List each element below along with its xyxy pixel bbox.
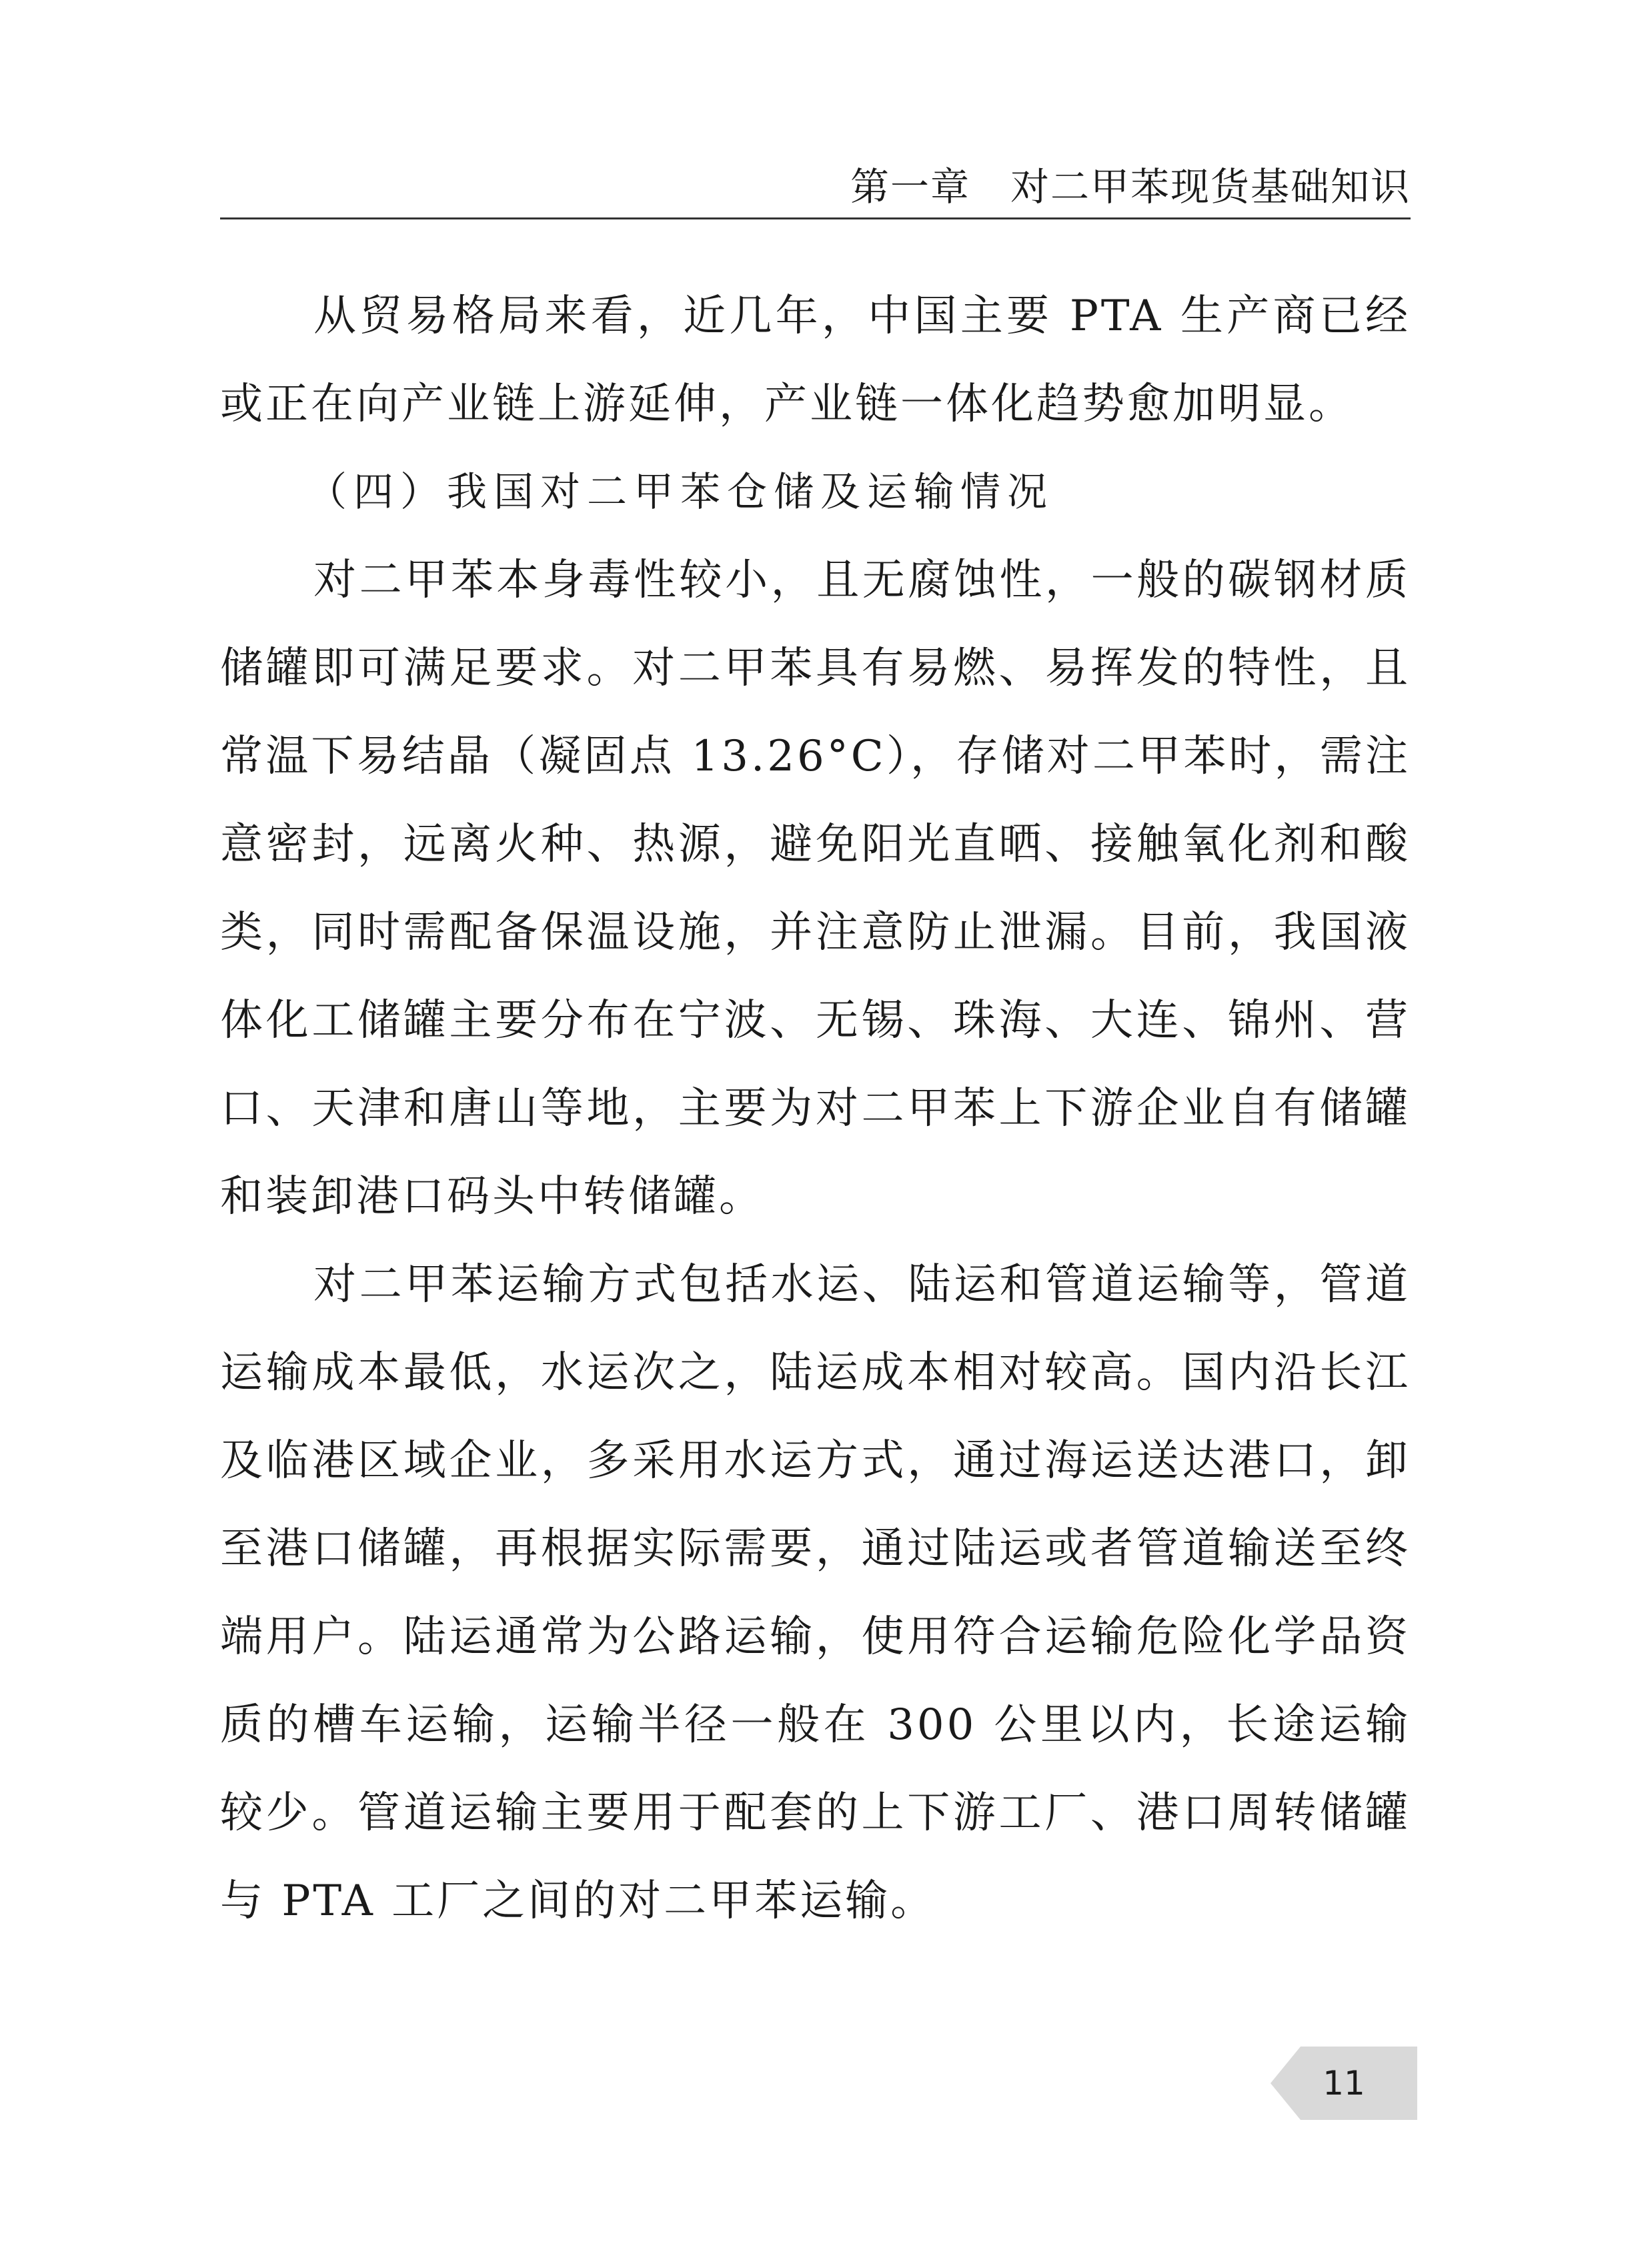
- page-number: 11: [1323, 2064, 1365, 2103]
- header-rule: [220, 217, 1411, 219]
- page-number-badge: [1271, 2047, 1417, 2120]
- paragraph-trade-pattern: 从贸易格局来看，近几年，中国主要 PTA 生产商已经或正在向产业链上游延伸，产业链一体化趋势愈加明显。: [220, 292, 1411, 429]
- paragraph-transport: 对二甲苯运输方式包括水运、陆运和管道运输等，管道运输成本最低，水运次之，陆运成本相对较高。国内沿长江及临港区域企业，多采用水运方式，通过海运送达港口，卸至港口储罐，再根据实际需要，通过陆运或者管道输送至终端用户。陆运通常为公路运输，使用符合运输危险化学品资质的槽车运输，运输半径一般在 300 公里以内，长途运输较少。管道运输主要用于配套的上下游工厂、港口周转储罐与 PTA 工厂之间的对二甲苯运输。: [220, 1260, 1411, 1926]
- section-heading: （四）我国对二甲苯仓储及运输情况: [307, 469, 1054, 516]
- running-header-chapter-title: 第一章 对二甲苯现货基础知识: [850, 164, 1411, 209]
- paragraph-storage: 对二甲苯本身毒性较小，且无腐蚀性，一般的碳钢材质储罐即可满足要求。对二甲苯具有易燃、易挥发的特性，且常温下易结晶（凝固点 13.26°C），存储对二甲苯时，需注意密封，远离火种、热源，避免阳光直晒、接触氧化剂和酸类，同时需配备保温设施，并注意防止泄漏。目前，我国液体化工储罐主要分布在宁波、无锡、珠海、大连、锦州、营口、天津和唐山等地，主要为对二甲苯上下游企业自有储罐和装卸港口码头中转储罐。: [220, 556, 1411, 1221]
- body-text: [220, 272, 1411, 1945]
